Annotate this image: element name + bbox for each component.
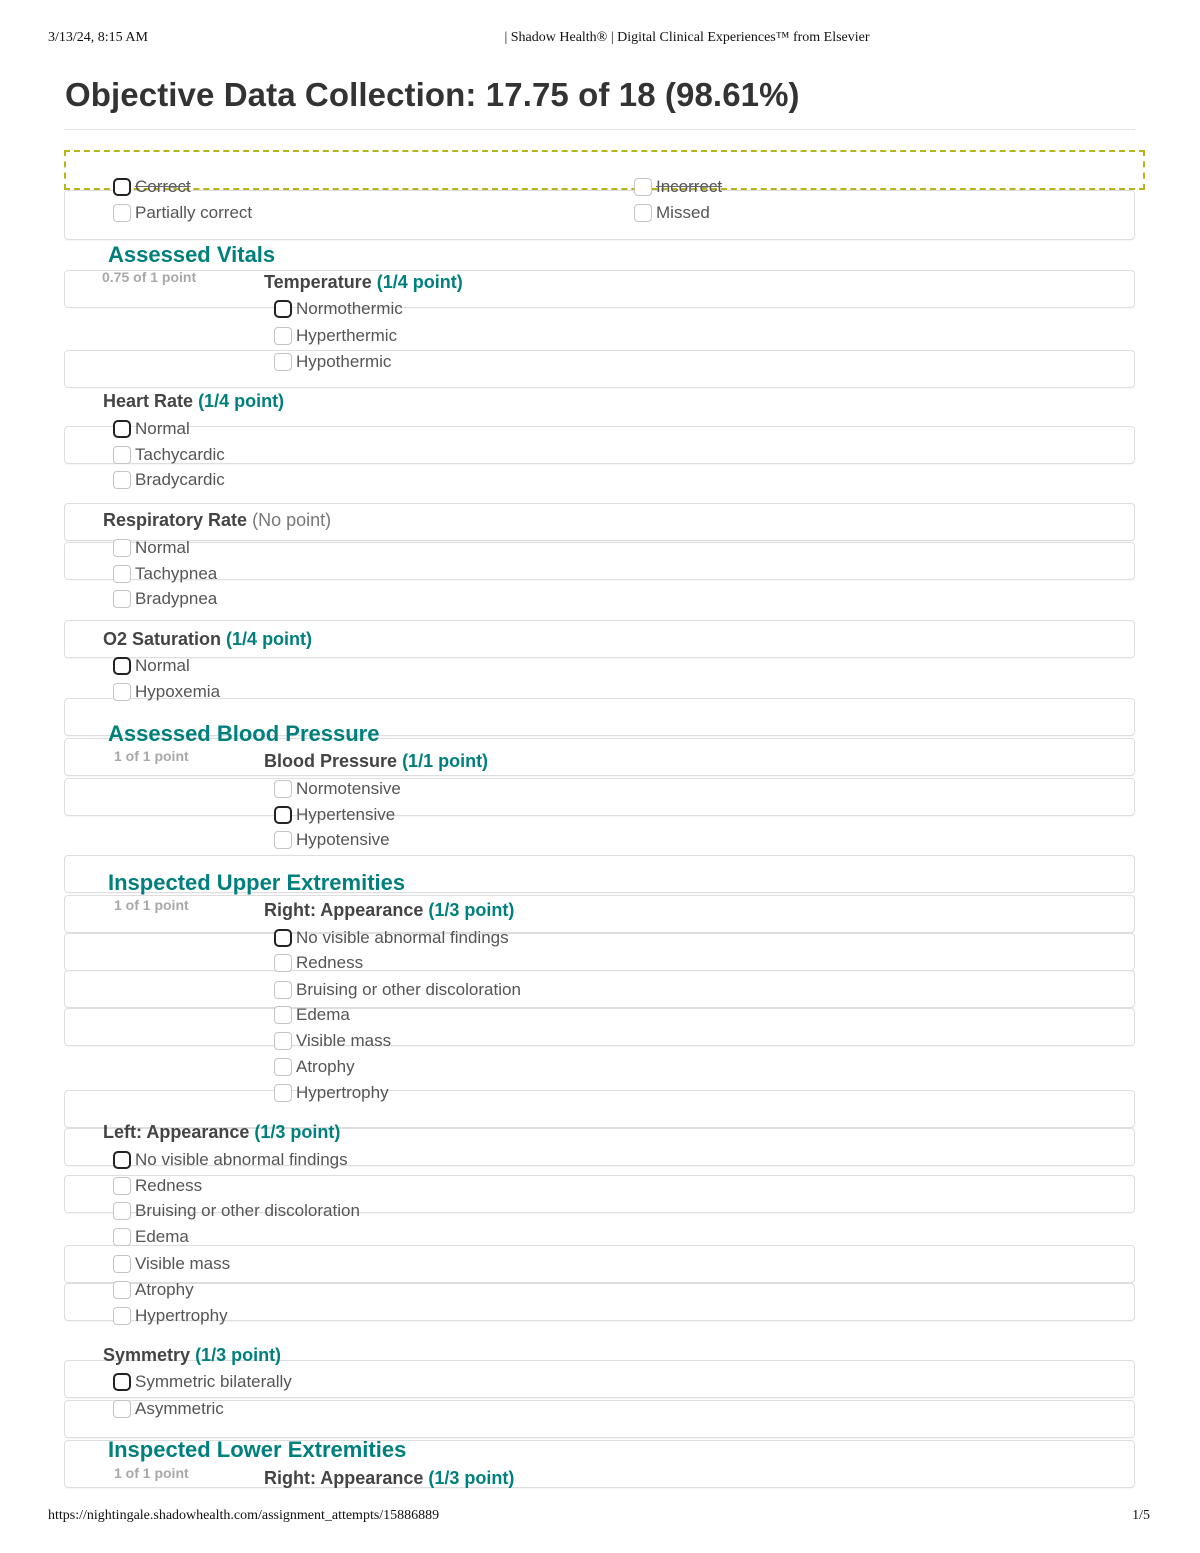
section-title: Assessed Vitals	[108, 242, 276, 267]
option-checkbox	[113, 1373, 131, 1391]
option-item: Hypotensive	[274, 829, 390, 851]
section-title: Assessed Blood Pressure	[108, 721, 380, 746]
option-checkbox	[274, 1058, 292, 1076]
print-url-link[interactable]: https://nightingale.shadowhealth.com/assignment_attempts/15886889	[48, 1508, 440, 1523]
option-item: Hypertrophy	[113, 1305, 228, 1327]
question-label: Heart Rate (1/4 point)	[103, 391, 285, 411]
option-checkbox	[113, 590, 131, 608]
option-item: Bradycardic	[113, 469, 225, 491]
section-score: 1 of 1 point	[114, 1465, 189, 1481]
option-item: Normal	[113, 537, 190, 559]
option-item: Bruising or other discoloration	[274, 979, 521, 1001]
option-checkbox	[113, 539, 131, 557]
option-item: Bradypnea	[113, 588, 217, 610]
row-strip	[64, 270, 1135, 308]
legend-incorrect-swatch	[634, 178, 652, 196]
print-date: 3/13/24, 8:15 AM	[48, 30, 148, 45]
row-strip	[64, 1400, 1135, 1438]
question-label: Symmetry (1/3 point)	[103, 1345, 282, 1365]
print-footer	[0, 1508, 1200, 1528]
option-item: Atrophy	[274, 1056, 355, 1078]
option-item: Visible mass	[274, 1030, 391, 1052]
option-checkbox	[274, 981, 292, 999]
section-score: 1 of 1 point	[114, 897, 189, 913]
option-item: No visible abnormal findings	[274, 927, 509, 949]
option-checkbox	[113, 683, 131, 701]
row-strip	[64, 933, 1135, 971]
option-item: Edema	[274, 1004, 350, 1026]
print-header	[0, 30, 1200, 50]
option-checkbox	[113, 1228, 131, 1246]
option-checkbox	[274, 780, 292, 798]
option-item: Hypertensive	[274, 804, 395, 826]
option-item: Normotensive	[274, 778, 401, 800]
option-item: Normal	[113, 655, 190, 677]
option-item: Redness	[113, 1175, 202, 1197]
option-checkbox	[113, 1255, 131, 1273]
title-divider	[64, 129, 1135, 130]
option-checkbox	[113, 1307, 131, 1325]
legend-correct-swatch	[113, 178, 131, 196]
option-item: Asymmetric	[113, 1398, 224, 1420]
option-item: Tachycardic	[113, 444, 225, 466]
option-checkbox	[113, 1151, 131, 1169]
question-label: Right: Appearance (1/3 point)	[264, 1468, 515, 1488]
question-points: (1/4 point)	[376, 272, 463, 292]
option-checkbox	[274, 1032, 292, 1050]
option-item: Symmetric bilaterally	[113, 1371, 292, 1393]
option-checkbox	[113, 565, 131, 583]
option-checkbox	[113, 1281, 131, 1299]
question-points: (1/1 point)	[402, 751, 489, 771]
option-item: Hypertrophy	[274, 1082, 389, 1104]
print-site-title: | Shadow Health® | Digital Clinical Experiences™ from Elsevier	[504, 30, 870, 45]
option-item: Redness	[274, 952, 363, 974]
print-page-number: 1/5	[1132, 1508, 1150, 1523]
legend-partially-correct: Partially correct	[113, 202, 252, 224]
row-strip	[64, 350, 1135, 388]
option-item: Hypoxemia	[113, 681, 220, 703]
option-item: Atrophy	[113, 1279, 194, 1301]
question-points: (1/4 point)	[198, 391, 285, 411]
page-title: Objective Data Collection: 17.75 of 18 (98.61%)	[65, 76, 800, 113]
option-checkbox	[274, 300, 292, 318]
option-item: Hyperthermic	[274, 325, 397, 347]
row-strip	[64, 895, 1135, 933]
option-checkbox	[113, 1400, 131, 1418]
question-points: (1/3 point)	[428, 900, 515, 920]
option-item: Hypothermic	[274, 351, 391, 373]
option-checkbox	[113, 471, 131, 489]
legend-correct: Correct	[113, 176, 191, 198]
option-checkbox	[274, 929, 292, 947]
option-checkbox	[113, 446, 131, 464]
option-checkbox	[274, 353, 292, 371]
option-checkbox	[113, 657, 131, 675]
option-item: No visible abnormal findings	[113, 1149, 348, 1171]
section-title: Inspected Lower Extremities	[108, 1437, 407, 1462]
question-points: (1/4 point)	[226, 629, 313, 649]
legend-focus-outline	[64, 150, 1145, 190]
row-strip	[64, 970, 1135, 1008]
row-strip	[64, 542, 1135, 580]
question-label: O2 Saturation (1/4 point)	[103, 629, 313, 649]
option-checkbox	[274, 831, 292, 849]
section-score: 1 of 1 point	[114, 748, 189, 764]
option-checkbox	[274, 806, 292, 824]
question-label: Blood Pressure (1/1 point)	[264, 751, 489, 771]
results-frame	[64, 150, 1135, 1490]
legend-partial-swatch	[113, 204, 131, 222]
option-checkbox	[113, 420, 131, 438]
question-points: (1/3 point)	[428, 1468, 515, 1488]
question-label: Left: Appearance (1/3 point)	[103, 1122, 341, 1142]
option-item: Normothermic	[274, 298, 403, 320]
question-points: (1/3 point)	[254, 1122, 341, 1142]
question-points: (No point)	[252, 510, 332, 530]
option-item: Bruising or other discoloration	[113, 1200, 360, 1222]
question-label: Right: Appearance (1/3 point)	[264, 900, 515, 920]
option-item: Normal	[113, 418, 190, 440]
legend-incorrect: Incorrect	[634, 176, 722, 198]
section-title: Inspected Upper Extremities	[108, 870, 406, 895]
question-points: (1/3 point)	[195, 1345, 282, 1365]
row-strip	[64, 1008, 1135, 1046]
section-score: 0.75 of 1 point	[102, 269, 197, 285]
option-item: Tachypnea	[113, 563, 217, 585]
legend-missed-swatch	[634, 204, 652, 222]
option-checkbox	[113, 1202, 131, 1220]
legend-missed: Missed	[634, 202, 710, 224]
option-checkbox	[274, 327, 292, 345]
question-label: Respiratory Rate (No point)	[103, 510, 332, 530]
option-checkbox	[113, 1177, 131, 1195]
option-checkbox	[274, 954, 292, 972]
option-checkbox	[274, 1084, 292, 1102]
option-item: Edema	[113, 1226, 189, 1248]
option-item: Visible mass	[113, 1253, 230, 1275]
question-label: Temperature (1/4 point)	[264, 272, 463, 292]
row-strip	[64, 778, 1135, 816]
option-checkbox	[274, 1006, 292, 1024]
